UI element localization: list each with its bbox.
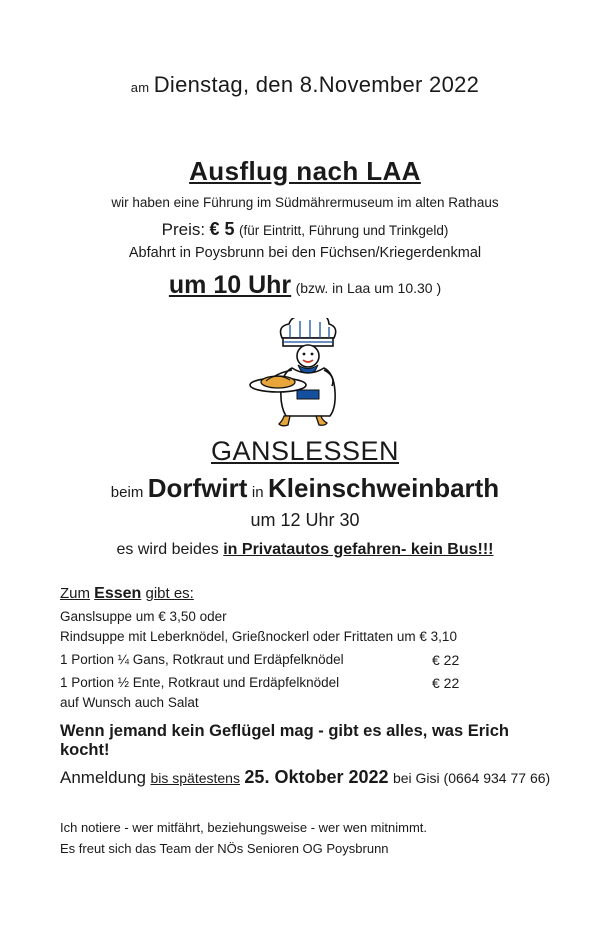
menu-item (60, 652, 554, 667)
menu-heading (60, 585, 554, 603)
date-prefix: am (130, 80, 150, 95)
footer-line-2: Es freut sich das Team der NÖs Senioren OG Poysbrunn (60, 841, 389, 856)
trip-time-note: (bzw. in Laa um 10.30 ) (295, 280, 442, 296)
meal-time: um 12 Uhr 30 (250, 510, 360, 530)
menu-section (56, 585, 554, 710)
footer-line-1: Ich notiere - wer mitfährt, beziehungsweise - wer wen mitnimmt. (60, 820, 428, 835)
menu-item-price: € 22 (432, 675, 460, 691)
menu-item-text: Ganslsuppe um € 3,50 oder (60, 609, 227, 624)
signup-line (56, 767, 554, 788)
venue-line (56, 473, 554, 504)
trip-time-line (56, 271, 554, 300)
signup-until: bis spätestens (150, 770, 240, 786)
menu-item-text: 1 Portion ¼ Gans, Rotkraut und Erdäpfelknödel (60, 652, 344, 667)
signup-contact: bei Gisi (0664 934 77 66) (392, 770, 551, 786)
menu-item-text: 1 Portion ½ Ente, Rotkraut und Erdäpfelknödel (60, 675, 340, 690)
price-note: (für Eintritt, Führung und Trinkgeld) (239, 223, 449, 238)
transport-prefix: es wird beides (116, 541, 219, 558)
trip-subtitle: wir haben eine Führung im Südmährermuseum im alten Rathaus (111, 195, 499, 210)
event-date-line (56, 72, 554, 98)
venue-place: Kleinschweinbarth (268, 473, 500, 503)
transport-line (56, 541, 554, 559)
menu-item-price: € 22 (432, 652, 460, 668)
menu-item (60, 695, 554, 710)
signup-date: 25. Oktober 2022 (244, 767, 389, 787)
alternative-note: Wenn jemand kein Geflügel mag - gibt es alles, was Erich kocht! (60, 722, 509, 759)
venue-connector: in (251, 484, 264, 501)
trip-price-line (56, 219, 554, 240)
venue-name: Dorfwirt (147, 473, 248, 503)
menu-heading-pre: Zum (60, 585, 90, 602)
chef-with-roast-goose-icon (56, 318, 554, 428)
price-value: € 5 (209, 219, 235, 239)
menu-heading-bold: Essen (94, 585, 142, 602)
menu-item (60, 609, 554, 624)
menu-item (60, 629, 554, 644)
signup-label: Anmeldung (60, 768, 147, 787)
trip-title: Ausflug nach LAA (189, 156, 421, 186)
menu-item-text: auf Wunsch auch Salat (60, 695, 199, 710)
trip-time-main: um 10 Uhr (168, 271, 292, 299)
menu-heading-post: gibt es: (145, 585, 194, 602)
footer-section (56, 820, 554, 856)
venue-prefix: beim (110, 484, 144, 501)
departure-line: Abfahrt in Poysbrunn bei den Füchsen/Kriegerdenkmal (128, 245, 482, 261)
meal-heading: GANSLESSEN (210, 436, 400, 466)
flyer-page (0, 72, 610, 934)
transport-highlight: in Privatautos gefahren- kein Bus!!! (223, 541, 494, 558)
menu-item-text: Rindsuppe mit Leberknödel, Grießnockerl oder Frittaten um € 3,10 (60, 629, 457, 644)
menu-item (60, 675, 554, 690)
price-label: Preis: (161, 220, 206, 239)
date-main: Dienstag, den 8.November 2022 (153, 72, 480, 97)
